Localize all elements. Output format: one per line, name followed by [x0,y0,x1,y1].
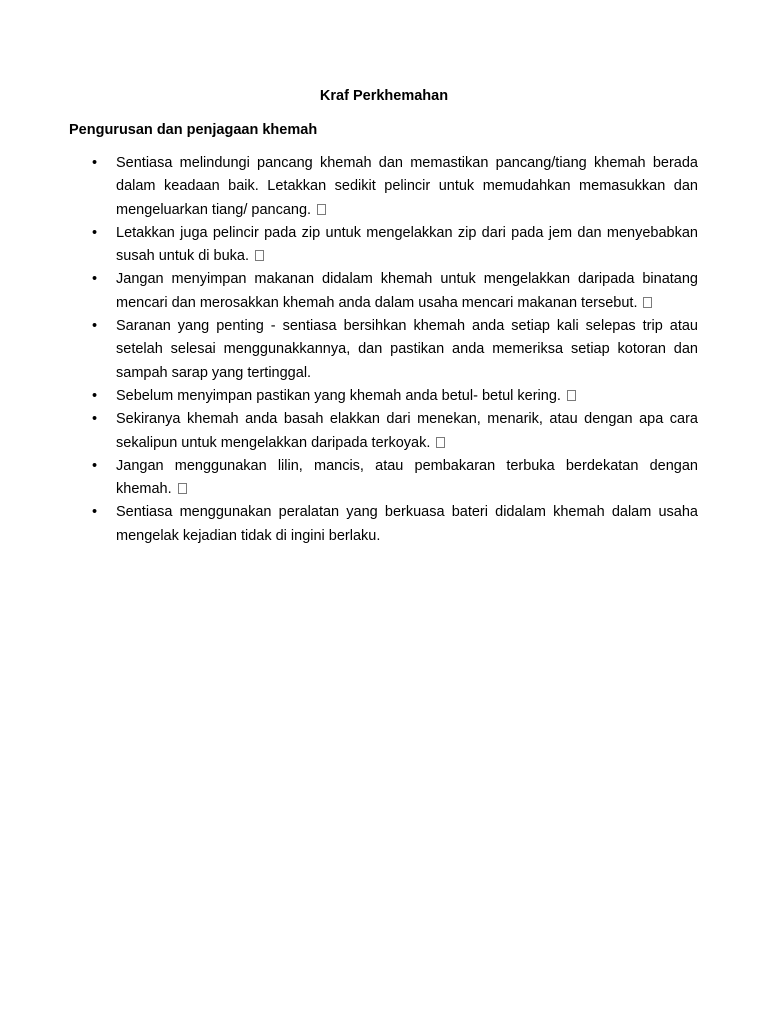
missing-glyph-icon [255,250,264,261]
missing-glyph-icon [436,437,445,448]
list-item-text: Sentiasa menggunakan peralatan yang berkuasa bateri didalam khemah dalam usaha mengelak kejadian tidak di ingini berlaku. [116,504,698,544]
section-heading: Pengurusan dan penjagaan khemah [69,122,318,138]
list-item [69,152,698,222]
missing-glyph-icon [643,297,652,308]
list-item [69,455,698,502]
bullet-icon: • [92,155,98,171]
bullet-icon: • [92,318,98,335]
list-item-text: Sekiranya khemah anda basah elakkan dari menekan, menarik, atau dengan apa cara sekalipun untuk mengelakkan daripada terkoyak. [116,411,698,451]
bullet-icon: • [92,271,98,288]
bullet-icon: • [92,411,98,428]
list-item [69,315,698,385]
list-item-text: Letakkan juga pelincir pada zip untuk mengelakkan zip dari pada jem dan menyebabkan susah untuk di buka. [116,224,698,265]
list-item-text: Jangan menggunakan lilin, mancis, atau pembakaran terbuka berdekatan dengan khemah. [116,457,698,498]
list-item [69,385,698,408]
list-item-text: Saranan yang penting - sentiasa bersihkan khemah anda setiap kali selepas trip atau setelah selesai menggunakkannya, dan pastikan anda memeriksa setiap kotoran dan sampah sarap yang tertinggal. [116,318,698,381]
bullet-icon: • [92,504,98,521]
list-item [69,222,698,269]
list-item [69,408,698,455]
missing-glyph-icon [317,204,326,215]
missing-glyph-icon [567,390,576,401]
list-item [69,501,698,548]
list-item-text: Sentiasa melindungi pancang khemah dan memastikan pancang/tiang khemah berada dalam keadaan baik. Letakkan sedikit pelincir untuk memudahkan memasukkan dan mengeluarkan tiang/ pancang. [116,155,698,218]
list-item [69,268,698,315]
bullet-icon: • [92,387,98,404]
list-item-text: Jangan menyimpan makanan didalam khemah untuk mengelakkan daripada binatang mencari dan merosakkan khemah anda dalam usaha mencari makanan tersebut. [116,271,698,311]
missing-glyph-icon [178,483,187,494]
list-item-text: Sebelum menyimpan pastikan yang khemah anda betul- betul kering. [116,387,561,404]
document-title: Kraf Perkhemahan [319,88,449,104]
bullet-icon: • [92,224,98,241]
bullet-icon: • [92,457,98,474]
bullet-list [69,152,698,548]
